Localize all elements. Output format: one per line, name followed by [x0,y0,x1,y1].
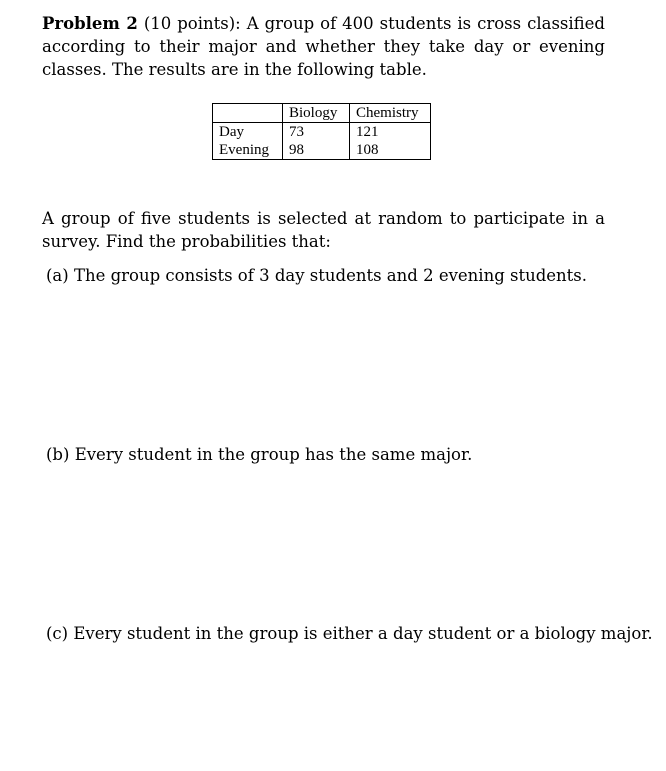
part-text: The group consists of 3 day students and 2 evening students. [73,266,588,285]
column-header-biology: Biology [283,104,350,123]
problem-points: (10 points): [143,14,241,33]
part-label: (a) [46,266,69,285]
part-a [46,264,587,287]
table-cell: 121 [350,123,431,142]
row-label: Evening [213,141,283,160]
question-prompt: A group of five students is selected at random to participate in a survey. Find the probabilities that: [42,209,605,251]
problem-heading: Problem 2 [42,14,138,33]
part-text: Every student in the group has the same major. [74,445,473,464]
table-cell: 73 [283,123,350,142]
data-table [212,103,431,160]
table-corner-cell [213,104,283,123]
table-cell: 98 [283,141,350,160]
problem-intro: A group of 400 students is cross classified according to their major and whether they take day or evening classes. The results are in the following table. [42,14,605,79]
part-text: Every student in the group is either a day student or a biology major. [73,624,653,643]
part-label: (b) [46,445,70,464]
table-row [213,123,431,142]
part-c [46,622,653,645]
column-header-chemistry: Chemistry [350,104,431,123]
part-b [46,443,472,466]
problem-statement [42,12,605,81]
table-cell: 108 [350,141,431,160]
part-label: (c) [46,624,69,643]
table-header-row [213,104,431,123]
table-row [213,141,431,160]
row-label: Day [213,123,283,142]
